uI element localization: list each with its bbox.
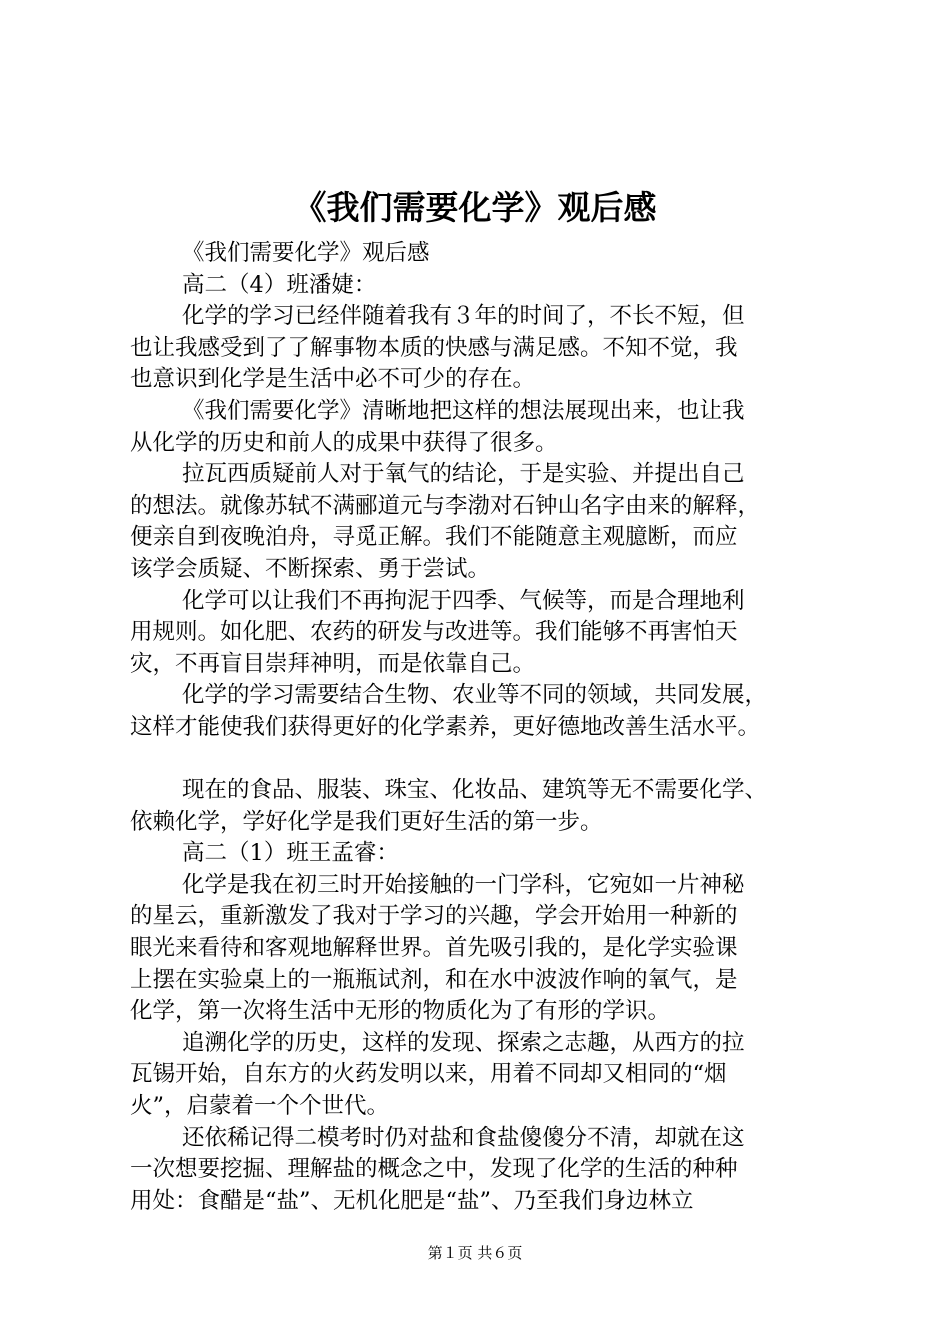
text-line: 追溯化学的历史，这样的发现、探索之志趣，从西方的拉 bbox=[182, 1029, 745, 1056]
text-line: 用规则。如化肥、农药的研发与改进等。我们能够不再害怕天 bbox=[130, 619, 738, 646]
document-body bbox=[130, 238, 834, 1217]
text-line: 高二（4）班潘婕： bbox=[182, 271, 377, 298]
text-line: 化学的学习需要结合生物、农业等不同的领域，共同发展， bbox=[182, 682, 768, 709]
text-line: 化学是我在初三时开始接触的一门学科，它宛如一片神秘 bbox=[182, 871, 745, 898]
text-line: 这样才能使我们获得更好的化学素养，更好德地改善生活水平。 bbox=[130, 713, 761, 740]
text-line: 瓦锡开始，自东方的火药发明以来，用着不同却又相同的“烟 bbox=[130, 1061, 727, 1088]
text-line: 的星云，重新激发了我对于学习的兴趣，学会开始用一种新的 bbox=[130, 903, 738, 930]
text-line: 上摆在实验桌上的一瓶瓶试剂，和在水中波波作响的氧气，是 bbox=[130, 966, 738, 993]
text-line: 现在的食品、服装、珠宝、化妆品、建筑等无不需要化学、 bbox=[182, 777, 768, 804]
text-line: 灾，不再盲目崇拜神明，而是依靠自己。 bbox=[130, 650, 536, 677]
text-line: 该学会质疑、不断探索、勇于尝试。 bbox=[130, 555, 491, 582]
text-line: 依赖化学，学好化学是我们更好生活的第一步。 bbox=[130, 808, 603, 835]
text-line: 的想法。就像苏轼不满郦道元与李渤对石钟山名字由来的解释， bbox=[130, 492, 761, 519]
text-line: 从化学的历史和前人的成果中获得了很多。 bbox=[130, 429, 558, 456]
text-line: 眼光来看待和客观地解释世界。首先吸引我的，是化学实验课 bbox=[130, 935, 738, 962]
text-line: 也让我感受到了了解事物本质的快感与满足感。不知不觉，我 bbox=[130, 334, 738, 361]
text-line: 高二（1）班王孟睿： bbox=[182, 840, 399, 867]
page-footer: 第１页 共６页 bbox=[427, 1244, 523, 1262]
text-line: 化学的学习已经伴随着我有３年的时间了，不长不短，但 bbox=[182, 303, 745, 330]
text-line: 化学，第一次将生活中无形的物质化为了有形的学识。 bbox=[130, 998, 671, 1025]
document-title: 《我们需要化学》观后感 bbox=[293, 188, 657, 227]
text-line: 化学可以让我们不再拘泥于四季、气候等，而是合理地利 bbox=[182, 587, 745, 614]
text-line: 《我们需要化学》清晰地把这样的想法展现出来，也让我 bbox=[182, 397, 745, 424]
text-line: 拉瓦西质疑前人对于氧气的结论，于是实验、并提出自己 bbox=[182, 461, 745, 488]
text-line: 《我们需要化学》观后感 bbox=[182, 240, 430, 266]
text-line: 火”，启蒙着一个个世代。 bbox=[130, 1093, 390, 1120]
text-line: 便亲自到夜晚泊舟，寻觅正解。我们不能随意主观臆断，而应 bbox=[130, 524, 738, 551]
text-line: 还依稀记得二模考时仍对盐和食盐傻傻分不清，却就在这 bbox=[182, 1124, 745, 1151]
text-line: 也意识到化学是生活中必不可少的存在。 bbox=[130, 366, 536, 393]
blank-line bbox=[130, 744, 834, 776]
text-line: 一次想要挖掘、理解盐的概念之中，发现了化学的生活的种种 bbox=[130, 1156, 738, 1183]
text-line: 用处：食醋是“盐”、无机化肥是“盐”、乃至我们身边林立 bbox=[130, 1187, 694, 1214]
